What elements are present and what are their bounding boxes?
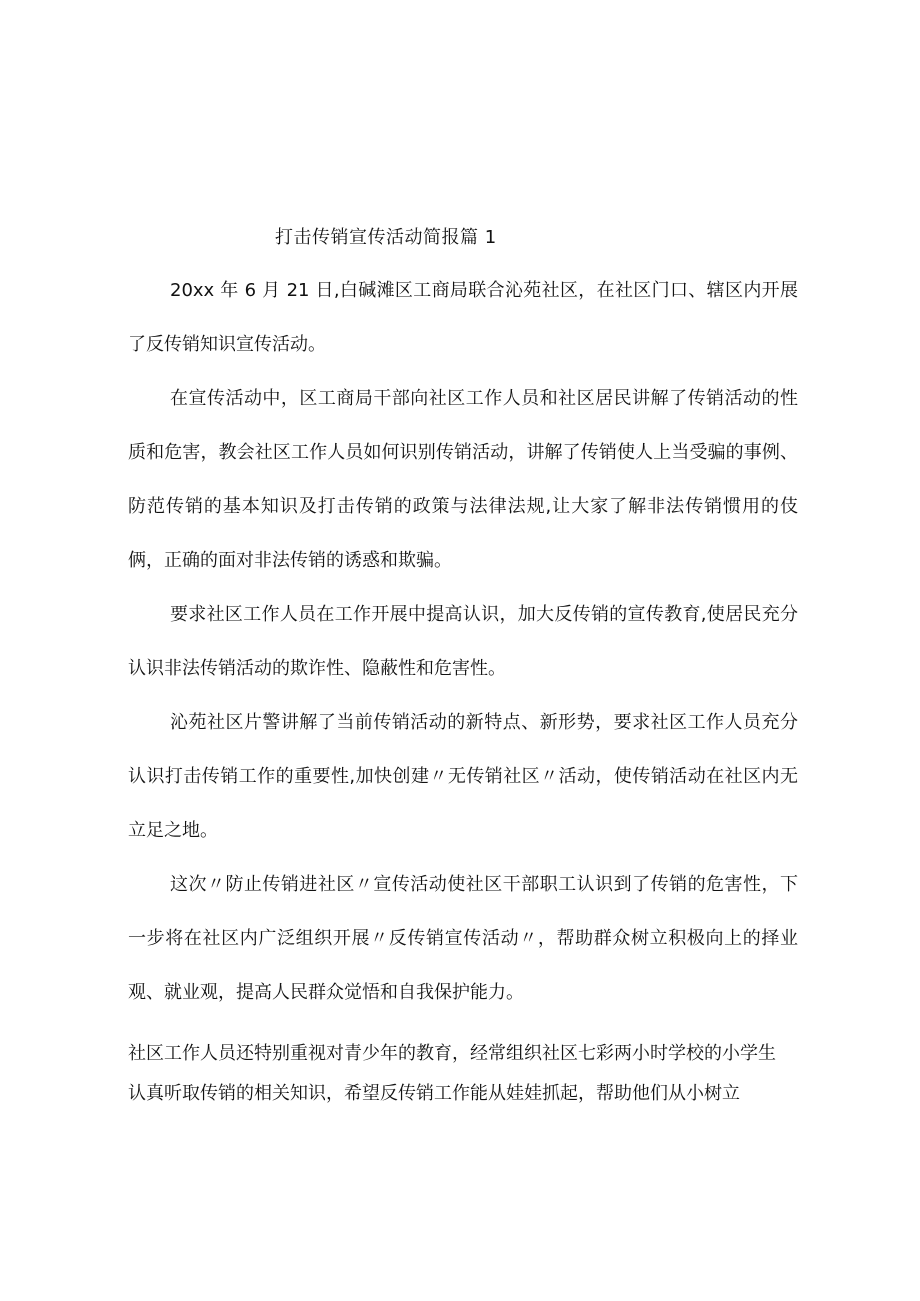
paragraph-6: 社区工作人员还特别重视对青少年的教育，经常组织社区七彩两小时学校的小学生认真听取传销的相关知识，希望反传销工作能从娃娃抓起，帮助他们从小树立 xyxy=(128,1043,776,1104)
paragraph-2: 在宣传活动中，区工商局干部向社区工作人员和社区居民讲解了传销活动的性质和危害，教会社区工作人员如何识别传销活动，讲解了传销使人上当受骗的事例、防范传销的基本知识及打击传销的政策与法律法规,让大家了解非法传销惯用的伎俩，正确的面对非法传销的诱惑和欺骗。 xyxy=(128,388,798,571)
document-title: 打击传销宣传活动简报篇 1 xyxy=(275,227,497,248)
paragraph-3: 要求社区工作人员在工作开展中提高认识，加大反传销的宣传教育,使居民充分认识非法传销活动的欺诈性、隐蔽性和危害性。 xyxy=(128,604,798,679)
paragraph-1: 20xx 年 6 月 21 日,白碱滩区工商局联合沁苑社区，在社区门口、辖区内开展了反传销知识宣传活动。 xyxy=(128,280,798,355)
paragraph-5: 这次〃防止传销进社区〃宣传活动使社区干部职工认识到了传销的危害性，下一步将在社区内广泛组织开展〃反传销宣传活动〃，帮助群众树立积极向上的择业观、就业观，提高人民群众觉悟和自我保护能力。 xyxy=(128,874,798,1003)
paragraph-4: 沁苑社区片警讲解了当前传销活动的新特点、新形势，要求社区工作人员充分认识打击传销工作的重要性,加快创建〃无传销社区〃活动，使传销活动在社区内无立足之地。 xyxy=(128,712,798,841)
